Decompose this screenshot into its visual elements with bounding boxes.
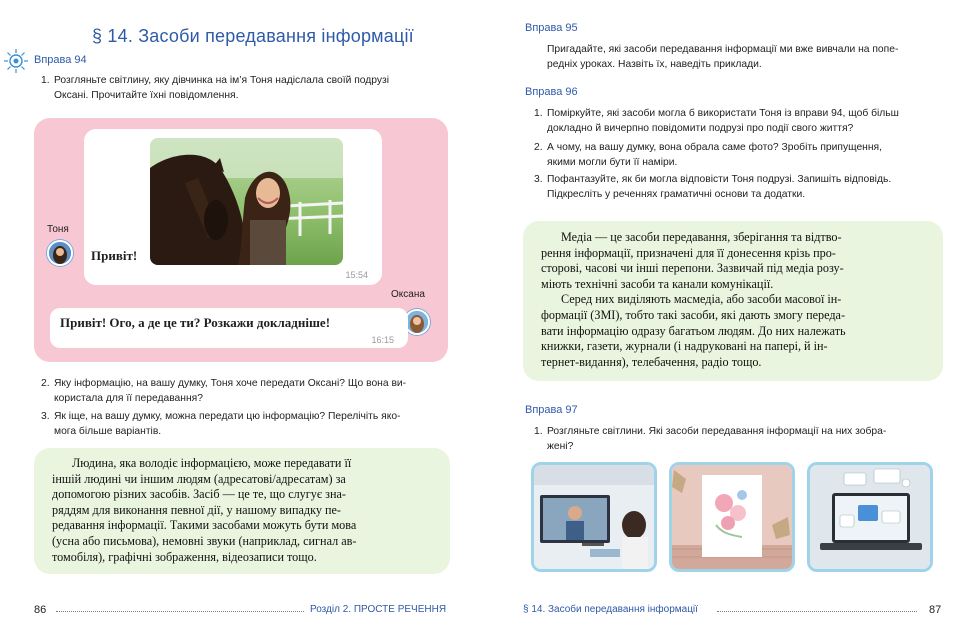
- rule-line: міють технічні засоби та канали комунікації.: [541, 276, 774, 291]
- task-line: жені?: [547, 441, 574, 452]
- task-line: А чому, на вашу думку, вона обрала саме фото? Зробіть припущення,: [547, 142, 882, 153]
- rule-line: книжки, газети, журнали (і надруковані на папері, й ін-: [541, 339, 828, 354]
- message-text: Привіт!: [91, 248, 138, 263]
- sender-name: Тоня: [47, 224, 69, 235]
- rule-line: рення інформації, призначені для її донесення крізь про-: [541, 245, 836, 260]
- exercise-94-label: Вправа 94: [34, 54, 87, 66]
- spark-icon: [3, 48, 29, 74]
- task-line: Розгляньте світлини. Які засоби передавання інформації на них зобра-: [547, 426, 887, 437]
- exercise-96-task-2: [534, 140, 943, 170]
- task-line: Пофантазуйте, як би могла відповісти Тоня подрузі. Запишіть відповідь.: [547, 174, 892, 185]
- postcard-photo: [669, 462, 795, 572]
- task-line: докладно й вичерпно повідомити подрузі про події свого життя?: [547, 123, 854, 134]
- task-line: Розгляньте світлину, яку дівчинка на ім’я Тоня надіслала своїй подрузі: [54, 75, 390, 86]
- exercise-96-task-3: [534, 172, 943, 202]
- task-number: 1.: [534, 426, 543, 437]
- exercise-97-label: Вправа 97: [525, 404, 578, 416]
- girl-with-horse-photo: [150, 138, 343, 265]
- task-line: Як іще, на вашу думку, можна передати цю інформацію? Перелічіть яко-: [54, 411, 401, 422]
- receiver-name: Оксана: [391, 289, 425, 300]
- rule-line: Медіа — це засоби передавання, зберігання та відтво-: [561, 230, 842, 244]
- laptop-messages-photo: [807, 462, 933, 572]
- footer-chapter: Розділ 2. ПРОСТЕ РЕЧЕННЯ: [310, 604, 447, 615]
- section-title: § 14. Засоби передавання інформації: [92, 26, 414, 46]
- video-call-photo: [531, 462, 657, 572]
- rule-line: тернет-видання), телебачення, радіо тощо.: [541, 354, 762, 369]
- task-line: Пригадайте, які засоби передавання інформації ми вже вивчали на попе-: [547, 44, 899, 55]
- exercise-94-task-3: [41, 409, 449, 439]
- exercise-96-task-1: [534, 106, 943, 136]
- task-number: 3.: [534, 174, 543, 185]
- rule-line: іншій людині чи іншим людям (адресатові/адресатам) за: [52, 471, 346, 486]
- task-number: 1.: [41, 75, 50, 86]
- message-time: 16:15: [371, 335, 394, 345]
- rule-line: (усна або письмова), немовні звуки (наприклад, сигнал ав-: [52, 533, 357, 548]
- rule-line: сторові, часові чи інші перепони. Зазвичай під медіа розу-: [541, 261, 844, 276]
- task-line: якими могли бути її наміри.: [547, 157, 678, 168]
- task-line: редніх уроках. Назвіть їх, наведіть приклади.: [547, 59, 762, 70]
- task-number: 2.: [41, 378, 50, 389]
- rule-line: томобіля), графічні зображення, відеозаписи тощо.: [52, 549, 317, 564]
- exercise-94-task-2: [41, 376, 449, 406]
- exercise-96-label: Вправа 96: [525, 86, 578, 98]
- footer-dots: [717, 611, 917, 612]
- task-line: Оксані. Прочитайте їхні повідомлення.: [54, 90, 239, 101]
- exercise-97-task-1: [534, 424, 943, 454]
- rule-line: ряддям для виконання певної дії, у нашому випадку пе-: [52, 502, 341, 517]
- message-bubble-incoming: [84, 129, 382, 285]
- task-line: Підкресліть у реченнях граматичні основи та додатки.: [547, 189, 806, 200]
- rule-box-left: [34, 448, 450, 574]
- rule-line: Людина, яка володіє інформацією, може передавати її: [72, 456, 352, 470]
- rule-line: редавання інформації. Такими засобами можуть бути мова: [52, 518, 357, 533]
- left-page: [0, 0, 481, 637]
- rule-line: Серед них виділяють масмедіа, або засоби масової ін-: [561, 292, 842, 307]
- footer-dots: [56, 611, 304, 612]
- sender-avatar: [47, 240, 73, 266]
- task-number: 3.: [41, 411, 50, 422]
- right-page: [481, 0, 963, 637]
- chat-window: [34, 118, 448, 362]
- exercise-95-label: Вправа 95: [525, 22, 578, 34]
- task-line: користала для її передавання?: [54, 393, 203, 404]
- rule-box-right: [523, 221, 943, 381]
- task-line: Яку інформацію, на вашу думку, Тоня хоче передати Оксані? Що вона ви-: [54, 378, 407, 389]
- task-line: мога більше варіантів.: [54, 426, 162, 437]
- rule-line: вати інформацію одразу багатьом людям. До них належать: [541, 323, 846, 338]
- message-bubble-reply: [50, 308, 408, 348]
- page-number-left: 86: [34, 604, 47, 616]
- exercise-95-text: [547, 42, 943, 72]
- message-time: 15:54: [345, 270, 368, 280]
- task-number: 2.: [534, 142, 543, 153]
- rule-line: формації (ЗМІ), тобто такі засоби, які дають змогу переда-: [541, 307, 846, 322]
- footer-section: § 14. Засоби передавання інформації: [523, 604, 698, 615]
- message-text: Привіт! Ого, а де це ти? Розкажи докладніше!: [60, 315, 331, 330]
- task-number: 1.: [534, 108, 543, 119]
- exercise-94-task-1: [41, 73, 449, 103]
- page-number-right: 87: [929, 604, 942, 616]
- rule-line: допомогою різних засобів. Засіб — це те, що слугує зна-: [52, 487, 346, 502]
- task-line: Поміркуйте, які засоби могла б використати Тоня із вправи 94, щоб більш: [547, 108, 899, 119]
